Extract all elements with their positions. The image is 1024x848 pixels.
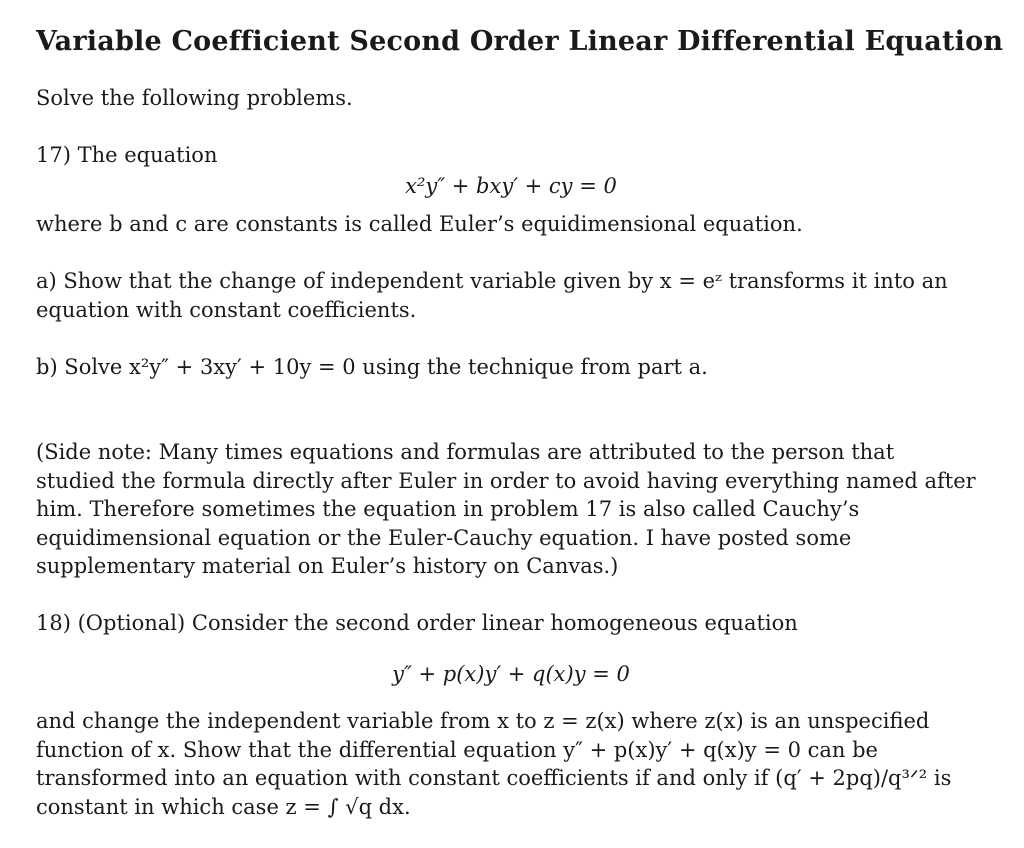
intro-text: Solve the following problems. <box>36 86 353 110</box>
problem-17-where-text: where b and c are constants is called Euler’s equidimensional equation. <box>36 212 803 236</box>
problem-17a-text: a) Show that the change of independent variable given by x = eᶻ transforms it into an equation with constant coefficients. <box>36 269 948 322</box>
problem-17b-text: b) Solve x²y″ + 3xy′ + 10y = 0 using the technique from part a. <box>36 355 708 379</box>
problem-18-label: 18) (Optional) Consider the second order linear homogeneous equation <box>36 611 798 635</box>
side-note-text: (Side note: Many times equations and formulas are attributed to the person that studied the formula directly after Euler in order to avoid having everything named after him. Therefore sometimes the equation in problem 17 is also called Cauchy’s equidimensional equation or the Euler-Cauchy equation. I have posted some supplementary material on Euler’s history on Canvas.) <box>36 440 976 578</box>
problem-18-text: and change the independent variable from x to z = z(x) where z(x) is an unspecified function of x. Show that the differential equation y″ + p(x)y′ + q(x)y = 0 can be transformed into an equation with constant coefficients if and only if (q′ + 2pq)/q³ᐟ² is constant in which case z = ∫ √q dx. <box>36 709 952 819</box>
document-title: Variable Coefficient Second Order Linear Differential Equation <box>36 26 1004 57</box>
problem-17-equation: x²y″ + bxy′ + cy = 0 <box>405 174 617 198</box>
problem-18-equation: y″ + p(x)y′ + q(x)y = 0 <box>392 662 630 686</box>
problem-17-label: 17) The equation <box>36 143 218 167</box>
